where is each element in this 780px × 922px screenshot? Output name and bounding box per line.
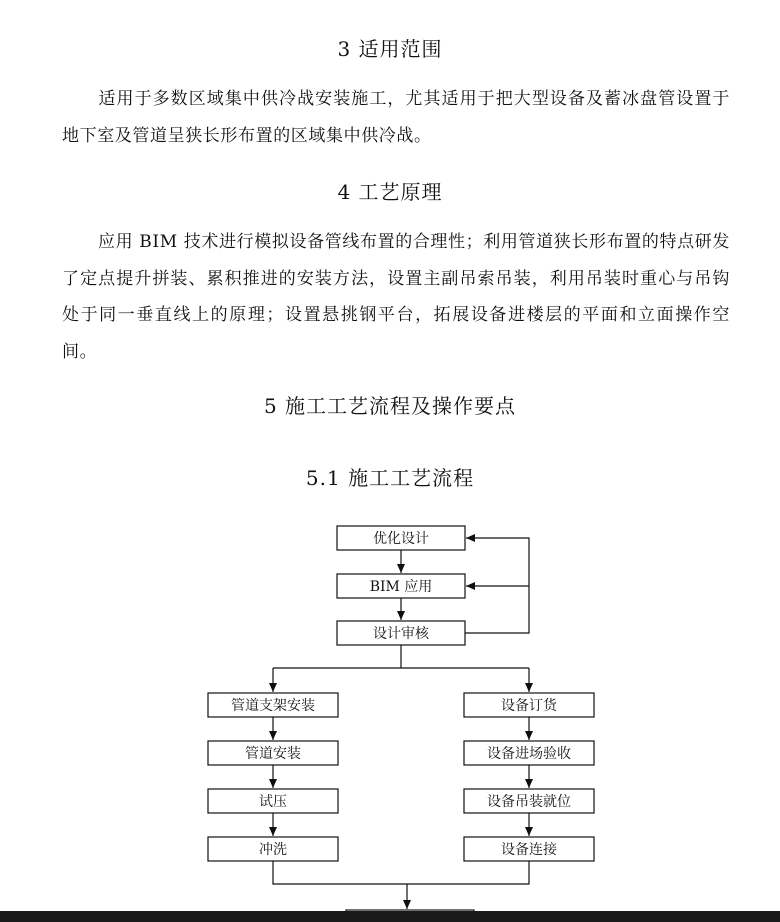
flow-label: 管道安装 (245, 746, 301, 762)
flow-box-equipment-hoisting (464, 789, 594, 813)
flow-box-pressure-test (208, 789, 338, 813)
flow-box-equipment-acceptance (464, 741, 594, 765)
flow-box-optimize-design (337, 526, 465, 550)
flow-label: 设备进场验收 (487, 746, 571, 762)
flow-box-design-review (337, 621, 465, 645)
flow-box-bim-application (337, 574, 465, 598)
flow-label: 设备订货 (501, 698, 557, 714)
flow-box-equipment-order (464, 693, 594, 717)
flow-label: 设备连接 (501, 842, 557, 858)
flow-connector (273, 861, 529, 884)
flow-box-pipe-support-install (208, 693, 338, 717)
section-5-title: 5 施工工艺流程及操作要点 (263, 394, 517, 418)
section-4-title: 4 工艺原理 (337, 180, 443, 204)
flow-label: BIM 应用 (369, 579, 433, 595)
flow-box-equipment-connection (464, 837, 594, 861)
flow-box-flushing (208, 837, 338, 861)
flow-label: 优化设计 (373, 531, 429, 547)
flow-label: 试压 (259, 794, 287, 810)
section-5-1-title: 5.1 施工工艺流程 (305, 466, 475, 490)
flow-box-pipe-install (208, 741, 338, 765)
section-4-paragraph: 应用 BIM 技术进行模拟设备管线布置的合理性；利用管道狭长形布置的特点研发了定点提升拼装、累积推进的安装方法，设置主副吊索吊装，利用吊装时重心与吊钩处于同一垂直线上的原理；设置悬挑钢平台，拓展设备进楼层的平面和立面操作空间。 (62, 232, 730, 362)
flow-label: 设计审核 (373, 626, 429, 642)
flow-label: 冲洗 (259, 842, 287, 858)
viewer-bottom-bar (0, 911, 780, 922)
section-3-paragraph: 适用于多数区域集中供冷战安装施工，尤其适用于把大型设备及蓄冰盘管设置于地下室及管道呈狭长形布置的区域集中供冷战。 (62, 89, 730, 146)
flow-label: 管道支架安装 (231, 698, 315, 714)
section-3-title: 3 适用范围 (337, 37, 443, 61)
flow-label: 设备吊装就位 (487, 794, 571, 810)
